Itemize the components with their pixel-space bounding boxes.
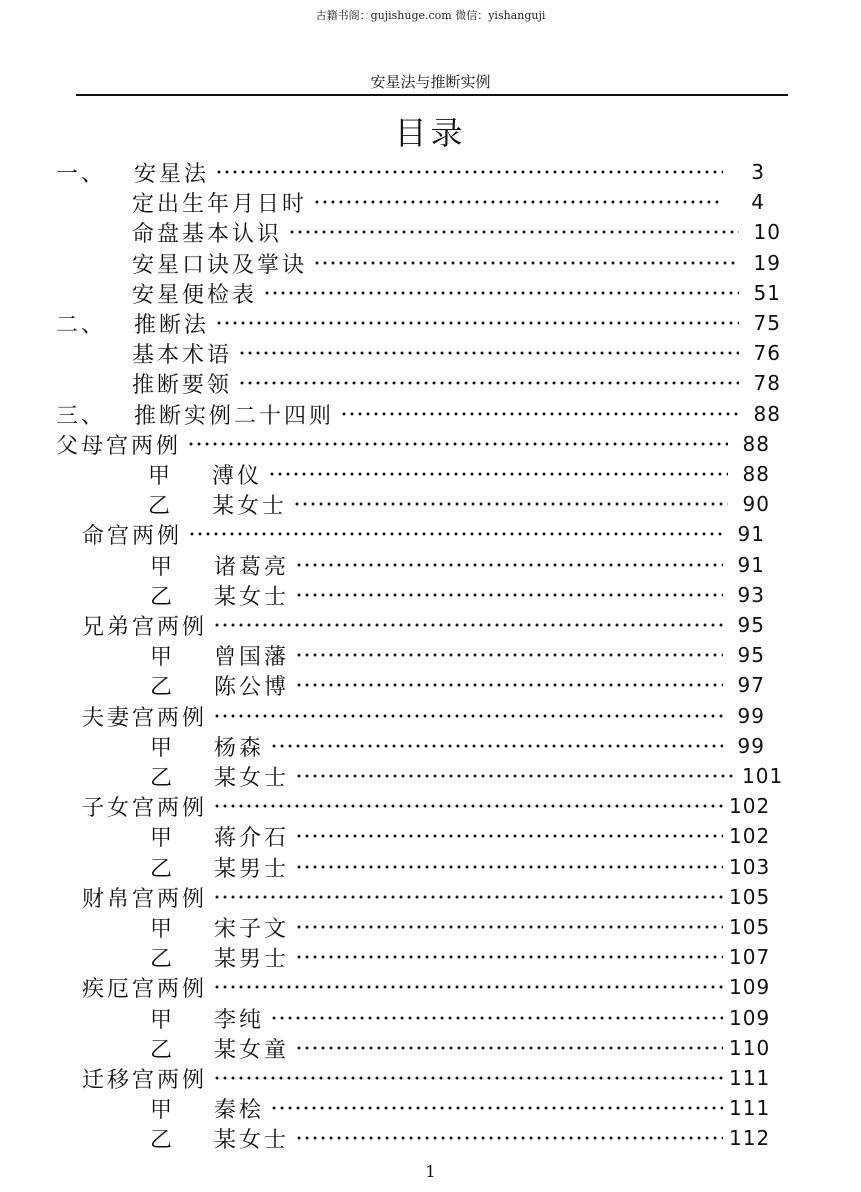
toc-entry-title: 安星口诀及掌诀 [132, 252, 308, 278]
toc-entry [82, 882, 771, 912]
toc-page-number: 91 [737, 522, 765, 546]
dot-leader [213, 985, 723, 989]
toc-page-number: 102 [729, 824, 771, 848]
toc-entry [56, 399, 781, 429]
toc-page-number: 3 [751, 160, 765, 184]
toc-page-number: 105 [729, 885, 771, 909]
toc-entry-title: 夫妻宫两例 [82, 705, 208, 731]
toc-entry [132, 368, 781, 398]
toc-page-number: 109 [729, 975, 771, 999]
toc-entry [150, 1093, 771, 1123]
toc-entry [56, 308, 781, 338]
toc-page-number: 93 [737, 583, 765, 607]
dot-leader [295, 563, 723, 567]
toc-entry [150, 761, 784, 791]
toc-page-number: 88 [742, 462, 770, 486]
toc-entry-title: 基本术语 [132, 342, 233, 368]
dot-leader [213, 623, 723, 627]
header-rule [76, 94, 788, 96]
toc-page-number: 19 [753, 251, 781, 275]
dot-leader [270, 744, 723, 748]
toc-case-marker: 乙 [150, 674, 176, 700]
toc-entry-title: 推断实例二十四则 [134, 403, 335, 429]
toc-entry [150, 1033, 771, 1063]
toc-entry-title: 推断法 [134, 312, 210, 338]
toc-entry-title: 曾国藩 [214, 644, 290, 670]
toc-entry-title: 疾厄宫两例 [82, 976, 208, 1002]
toc-entry [132, 187, 765, 217]
dot-leader [295, 925, 723, 929]
dot-leader [268, 472, 728, 476]
dot-leader [295, 593, 723, 597]
toc-entry-title: 溥仪 [212, 463, 263, 489]
toc-entry-title: 某女士 [212, 493, 288, 519]
toc-page-number: 112 [729, 1126, 771, 1150]
dot-leader [288, 230, 739, 234]
toc-entry-title: 某男士 [214, 946, 290, 972]
dot-leader [270, 1016, 723, 1020]
toc-entry-title: 秦桧 [214, 1097, 265, 1123]
toc-entry-title: 某女士 [214, 1127, 290, 1153]
toc-page-number: 78 [753, 371, 781, 395]
toc-entry [150, 1003, 771, 1033]
toc-entry [148, 459, 770, 489]
toc-entry-title: 诸葛亮 [214, 554, 290, 580]
toc-entry [150, 550, 765, 580]
toc-page-number: 103 [729, 855, 771, 879]
toc-case-marker: 乙 [150, 765, 176, 791]
toc-entry [150, 852, 771, 882]
dot-leader [313, 261, 739, 265]
toc-entry-title: 财帛宫两例 [82, 886, 208, 912]
toc-entry [82, 791, 771, 821]
toc-page-number: 75 [753, 311, 781, 335]
toc-entry [82, 1063, 771, 1093]
dot-leader [213, 804, 723, 808]
dot-leader [263, 291, 739, 295]
dot-leader [270, 1106, 723, 1110]
toc-entry [82, 972, 771, 1002]
dot-leader [215, 170, 723, 174]
toc-case-marker: 甲 [150, 735, 176, 761]
dot-leader [238, 381, 739, 385]
toc-page-number: 102 [729, 794, 771, 818]
dot-leader [295, 1046, 723, 1050]
toc-page-number: 4 [751, 190, 765, 214]
page-number: 1 [425, 1162, 436, 1181]
dot-leader [213, 895, 723, 899]
toc-entry-title: 某男士 [214, 856, 290, 882]
toc-entry [82, 701, 765, 731]
toc-page-number: 91 [737, 553, 765, 577]
toc-entry [150, 670, 765, 700]
toc-entry-title: 安星法 [134, 161, 210, 187]
toc-page-number: 76 [753, 341, 781, 365]
toc-entry [148, 489, 770, 519]
dot-leader [295, 834, 723, 838]
toc-case-marker: 甲 [148, 463, 174, 489]
toc-entry [132, 338, 781, 368]
toc-entry-title: 安星便检表 [132, 282, 258, 308]
toc-entry [132, 248, 781, 278]
toc-page-number: 99 [737, 704, 765, 728]
toc-page-number: 99 [737, 734, 765, 758]
toc-page-number: 88 [753, 402, 781, 426]
toc-page-number: 88 [742, 432, 770, 456]
toc-case-marker: 甲 [150, 916, 176, 942]
toc-entry-title: 陈公博 [214, 674, 290, 700]
toc-case-marker: 甲 [150, 644, 176, 670]
toc-entry [56, 429, 770, 459]
toc-entry-title: 子女宫两例 [82, 795, 208, 821]
toc-entry-title: 宋子文 [214, 916, 290, 942]
toc-page-number: 107 [729, 945, 771, 969]
toc-case-marker: 甲 [150, 1097, 176, 1123]
dot-leader [238, 351, 739, 355]
toc-page-number: 95 [737, 613, 765, 637]
toc-page-number: 109 [729, 1006, 771, 1030]
toc-title: 目录 [394, 114, 467, 152]
toc-page-number: 110 [729, 1036, 771, 1060]
dot-leader [295, 955, 723, 959]
dot-leader [215, 321, 739, 325]
toc-entry [82, 610, 765, 640]
toc-entry [150, 1123, 771, 1153]
dot-leader [213, 1076, 723, 1080]
dot-leader [340, 412, 739, 416]
toc-entry-title: 某女士 [214, 765, 290, 791]
dot-leader [295, 774, 736, 778]
toc-entry-title: 命盘基本认识 [132, 221, 283, 247]
toc-page-number: 101 [742, 764, 784, 788]
toc-entry [150, 731, 765, 761]
dot-leader [293, 502, 728, 506]
toc-page-number: 111 [729, 1096, 771, 1120]
dot-leader [313, 200, 723, 204]
toc-section-number: 二、 [56, 312, 107, 338]
toc-case-marker: 乙 [150, 584, 176, 610]
toc-entry [132, 217, 781, 247]
toc-entry-title: 李纯 [214, 1007, 265, 1033]
toc-section-number: 三、 [56, 403, 107, 429]
dot-leader [295, 683, 723, 687]
toc-case-marker: 甲 [150, 825, 176, 851]
toc-entry-title: 命宫两例 [82, 523, 183, 549]
toc-entry-title: 父母宫两例 [56, 433, 182, 459]
running-header: 安星法与推断实例 [370, 73, 491, 91]
toc-page-number: 95 [737, 643, 765, 667]
dot-leader [187, 442, 728, 446]
toc-entry [132, 278, 781, 308]
toc-entry-title: 兄弟宫两例 [82, 614, 208, 640]
toc-page-number: 51 [753, 281, 781, 305]
toc-entry-title: 某女童 [214, 1037, 290, 1063]
toc-case-marker: 甲 [150, 1007, 176, 1033]
toc-page-number: 90 [742, 492, 770, 516]
toc-entry [56, 157, 765, 187]
toc-section-number: 一、 [56, 161, 107, 187]
toc-case-marker: 乙 [148, 493, 174, 519]
toc-case-marker: 乙 [150, 946, 176, 972]
dot-leader [295, 1136, 723, 1140]
dot-leader [213, 714, 723, 718]
toc-page-number: 105 [729, 915, 771, 939]
dot-leader [188, 532, 723, 536]
toc-case-marker: 乙 [150, 1037, 176, 1063]
toc-case-marker: 甲 [150, 554, 176, 580]
site-watermark-line: 古籍书阁：gujishuge.com 微信：yishanguji [315, 9, 546, 22]
dot-leader [295, 653, 723, 657]
toc-page-number: 111 [729, 1066, 771, 1090]
toc-case-marker: 乙 [150, 856, 176, 882]
toc-entry-title: 推断要领 [132, 372, 233, 398]
toc-entry-title: 蒋介石 [214, 825, 290, 851]
toc-entry [150, 580, 765, 610]
toc-entry-title: 迁移宫两例 [82, 1067, 208, 1093]
toc-entry-title: 定出生年月日时 [132, 191, 308, 217]
toc-page-number: 10 [753, 220, 781, 244]
toc-entry-title: 杨森 [214, 735, 265, 761]
toc-entry [150, 942, 771, 972]
toc-entry-title: 某女士 [214, 584, 290, 610]
toc-entry [150, 821, 771, 851]
toc-entry [82, 519, 765, 549]
dot-leader [295, 865, 723, 869]
toc-entry [150, 640, 765, 670]
toc-case-marker: 乙 [150, 1127, 176, 1153]
toc-entry [150, 912, 771, 942]
toc-page-number: 97 [737, 673, 765, 697]
